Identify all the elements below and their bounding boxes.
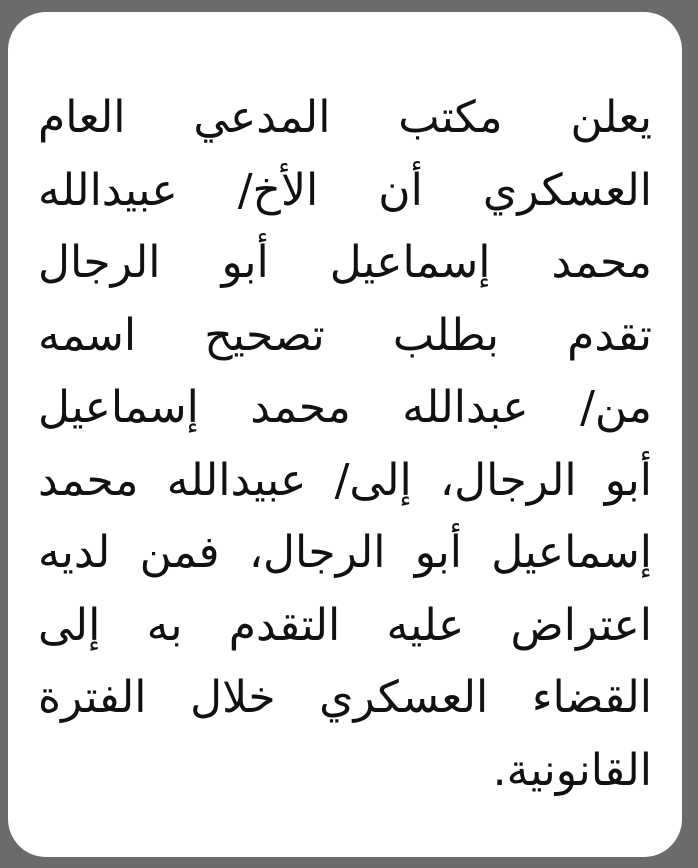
- notice-line-6: أبو الرجال، إلى/ عبيدالله محمد: [38, 454, 652, 506]
- notice-text: [38, 82, 652, 807]
- notice-line-3: محمد إسماعيل أبو الرجال: [38, 237, 652, 288]
- notice-line-8: اعتراض عليه التقدم به إلى: [38, 599, 652, 651]
- notice-line-4: تقدم بطلب تصحيح اسمه: [38, 309, 652, 361]
- notice-line-10: القانونية.: [492, 744, 652, 796]
- notice-line-5: من/ عبدالله محمد إسماعيل: [38, 382, 652, 433]
- notice-line-1: يعلن مكتب المدعي العام: [38, 92, 652, 143]
- notice-card: [8, 12, 682, 857]
- notice-line-2: العسكري أن الأخ/ عبيدالله: [38, 164, 652, 216]
- notice-line-9: القضاء العسكري خلال الفترة: [38, 672, 652, 723]
- notice-line-7: إسماعيل أبو الرجال، فمن لديه: [38, 527, 652, 578]
